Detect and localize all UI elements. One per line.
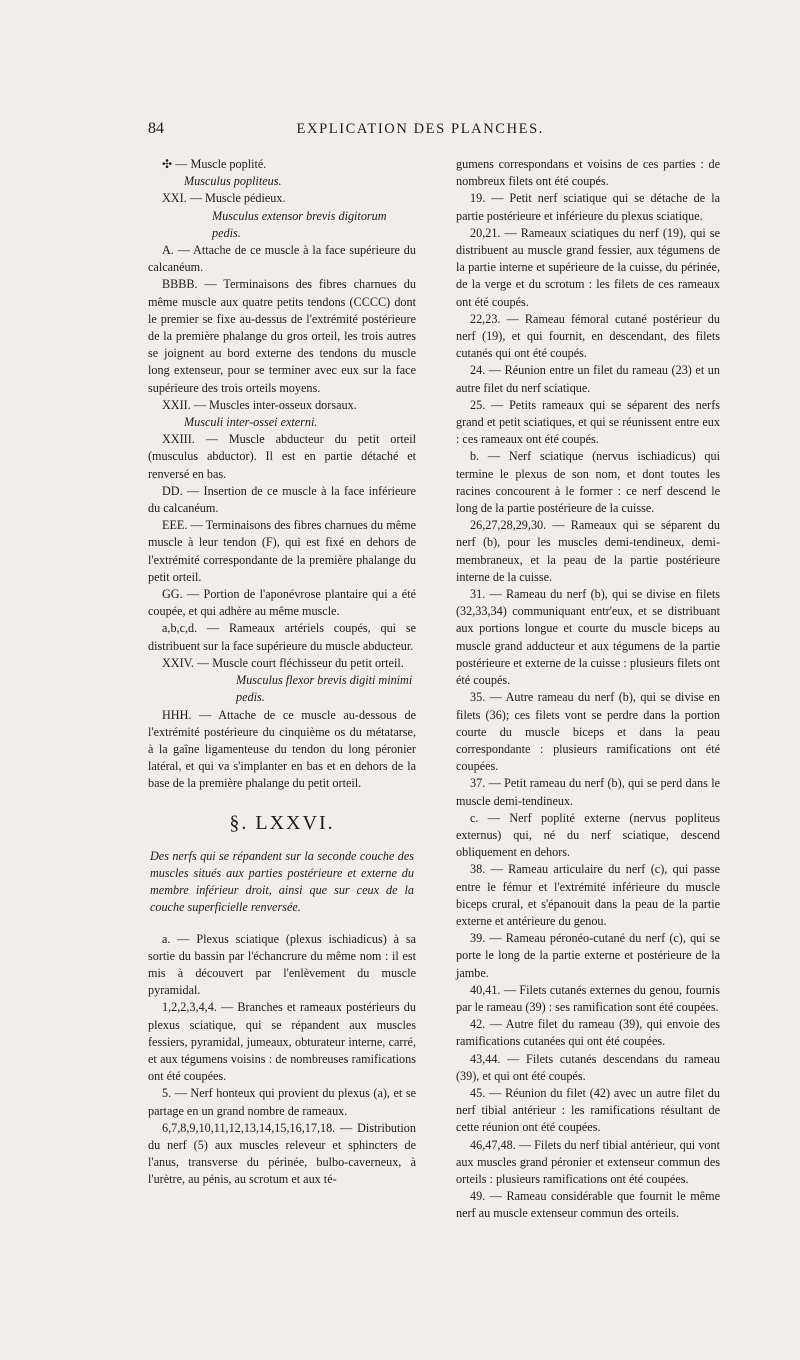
entry-20-21: 20,21. — Rameaux sciatiques du nerf (19), qui se distribuent au muscle grand fessier, aux tégumens de la partie interne et supérieure de la cuisse, du périnée, de la verge et du scrotum : les filets de ces rameaux ont été coupés.: [456, 225, 720, 309]
entry-popliteus: ✣ — Muscle poplité.: [162, 157, 267, 171]
entry-b: b. — Nerf sciatique (nervus ischiadicus) qui termine le plexus de son nom, et dont toutes les racines concourent à le former : ce nerf descend le long de la partie postérieure de la cuisse.: [456, 449, 720, 516]
section-title: §. LXXVI.: [229, 811, 335, 834]
entry-40-41: 40,41. — Filets cutanés externes du genou, fournis par le rameau (39) : ses ramification sont été coupées.: [456, 982, 720, 1014]
entry-hhh: HHH. — Attache de ce muscle au-dessous de l'extrémité postérieure du cinquième os du métatarse, à la gaîne ligamenteuse du tendon du long péronier latéral, et qui va s'implanter en bas et en dehors de la base de la première phalange du petit orteil.: [148, 707, 416, 791]
entry-49: 49. — Rameau considérable que fournit le même nerf au muscle extenseur commun des orteils.: [456, 1189, 720, 1221]
entry-43-44: 43,44. — Filets cutanés descendans du rameau (39), et qui ont été coupés.: [456, 1051, 720, 1083]
entry-25: 25. — Petits rameaux qui se séparent des nerfs grand et petit sciatiques, et qui se réunissent entre eux : ces rameaux ont été coupés.: [456, 397, 720, 447]
left-column: [148, 156, 416, 1189]
entry-35: 35. — Autre rameau du nerf (b), qui se divise en filets (36); ces filets vont se perdre dans la portion courte du muscle biceps et dans la peau correspondante : plusieurs ramifications ont été coupées.: [456, 690, 720, 774]
running-title: EXPLICATION DES PLANCHES.: [296, 121, 544, 137]
entry-26-30: 26,27,28,29,30. — Rameaux qui se séparent du nerf (b), pour les muscles demi-tendineux, demi-membraneux, et la peau de la partie postérieure interne de la cuisse.: [456, 518, 720, 584]
page-header: [148, 120, 544, 142]
entry-continuation: gumens correspondans et voisins de ces parties : de nombreux filets ont été coupés.: [456, 157, 720, 189]
entry-xxi-latin-b: pedis.: [212, 225, 241, 240]
entry-nerve-1-4: 1,2,2,3,4,4. — Branches et rameaux postérieurs du plexus sciatique, qui se répandent aux muscles fessiers, pyramidal, jumeaux, obturateur interne, carré, et aux tégumens voisins : de nombreuses ramifications ont été coupées.: [148, 1000, 416, 1084]
entry-xxii-latin: Musculi inter-ossei externi.: [184, 415, 318, 430]
entry-abcd: a,b,c,d. — Rameaux artériels coupés, qui se distribuent sur la face supérieure du muscle abducteur.: [148, 621, 416, 653]
entry-nerve-6-18: 6,7,8,9,10,11,12,13,14,15,16,17,18. — Distribution du nerf (5) aux muscles releveur et sphincters de l'anus, transverse du périnée, bulbo-caverneux, à l'urètre, au pénis, au scrotum et aux té-: [148, 1120, 416, 1187]
entry-xxiv-latin-a: Musculus flexor brevis digiti minimi: [236, 673, 413, 688]
entry-31: 31. — Rameau du nerf (b), qui se divise en filets (32,33,34) communiquant entr'eux, et se distribuant aux portions longue et courte du muscle biceps au muscle grand adducteur et aux tégumens de la partie postérieure et externe de la cuisse : plusieurs filets ont été coupés.: [456, 587, 720, 688]
entry-a: A. — Attache de ce muscle à la face supérieure du calcanéum.: [148, 243, 416, 275]
entry-xxi: XXI. — Muscle pédieux.: [162, 191, 286, 206]
entry-45: 45. — Réunion du filet (42) avec un autre filet du nerf tibial antérieur : les ramifications résultant de cette réunion ont été coupées.: [456, 1085, 720, 1135]
entry-38: 38. — Rameau articulaire du nerf (c), qui passe entre le fémur et l'extrémité inférieure du muscle biceps crural, et s'épanouit dans la peau de la partie externe et antérieure du genou.: [456, 862, 720, 928]
entry-xxiv-latin-b: pedis.: [236, 690, 265, 705]
entry-22-23: 22,23. — Rameau fémoral cutané postérieur du nerf (19), et qui fournit, en descendant, des filets cutanés qui ont été coupés.: [456, 311, 720, 361]
entry-nerve-a: a. — Plexus sciatique (plexus ischiadicus) à sa sortie du bassin par l'échancrure du même nom : il est mis à découvert par l'enlèvement du muscle pyramidal.: [148, 931, 416, 998]
entry-nerve-5: 5. — Nerf honteux qui provient du plexus (a), et se partage en un grand nombre de rameaux.: [148, 1086, 416, 1118]
entry-c: c. — Nerf poplité externe (nervus popliteus externus) qui, né du nerf sciatique, descend obliquement en dehors.: [456, 810, 720, 860]
entry-eee: EEE. — Terminaisons des fibres charnues du même muscle à leur tendon (F), qui est fixé en dehors de l'extrémité correspondante de la première phalange du petit orteil.: [148, 518, 416, 584]
entry-xxi-latin-a: Musculus extensor brevis digitorum: [212, 208, 387, 223]
entry-39: 39. — Rameau péronéo-cutané du nerf (c), qui se porte le long de la partie externe et postérieure de la jambe.: [456, 931, 720, 980]
entry-popliteus-latin: Musculus popliteus.: [184, 174, 282, 189]
entry-37: 37. — Petit rameau du nerf (b), qui se perd dans le muscle demi-tendineux.: [456, 776, 720, 808]
section-intro: Des nerfs qui se répandent sur la seconde couche des muscles situés aux parties postérieure et externe du membre inférieur droit, ainsi que sur ceux de la couche superficielle renversée.: [150, 848, 414, 915]
entry-24: 24. — Réunion entre un filet du rameau (23) et un autre filet du nerf sciatique.: [456, 363, 720, 395]
page-number: 84: [148, 120, 164, 137]
right-column: [456, 156, 720, 1223]
entry-19: 19. — Petit nerf sciatique qui se détache de la partie postérieure et inférieure du plexus sciatique.: [456, 191, 720, 223]
entry-gg: GG. — Portion de l'aponévrose plantaire qui a été coupée, et qui adhère au même muscle.: [148, 587, 416, 619]
entry-xxii: XXII. — Muscles inter-osseux dorsaux.: [162, 397, 357, 412]
entry-dd: DD. — Insertion de ce muscle à la face inférieure du calcanéum.: [148, 483, 416, 516]
entry-xxiii: XXIII. — Muscle abducteur du petit orteil (musculus abductor). Il est en partie détaché et renversé en bas.: [148, 432, 416, 481]
entry-46-48: 46,47,48. — Filets du nerf tibial antérieur, qui vont aux muscles grand péronier et extenseur commun des orteils : plusieurs ramifications ont été coupées.: [456, 1137, 720, 1186]
entry-xxiv: XXIV. — Muscle court fléchisseur du petit orteil.: [162, 655, 404, 670]
entry-bbbb: BBBB. — Terminaisons des fibres charnues du même muscle aux quatre petits tendons (CCCC) dont le premier se fixe au-dessus de l'extrémité postérieure de la première phalange du gros orteil, les trois autres se joignent au bord externe des tendons du muscle long extenseur, pour se terminer avec eux sur la face supérieure des trois orteils moyens.: [148, 277, 416, 395]
entry-42: 42. — Autre filet du rameau (39), qui envoie des ramifications cutanées qui ont été coupées.: [456, 1017, 720, 1049]
